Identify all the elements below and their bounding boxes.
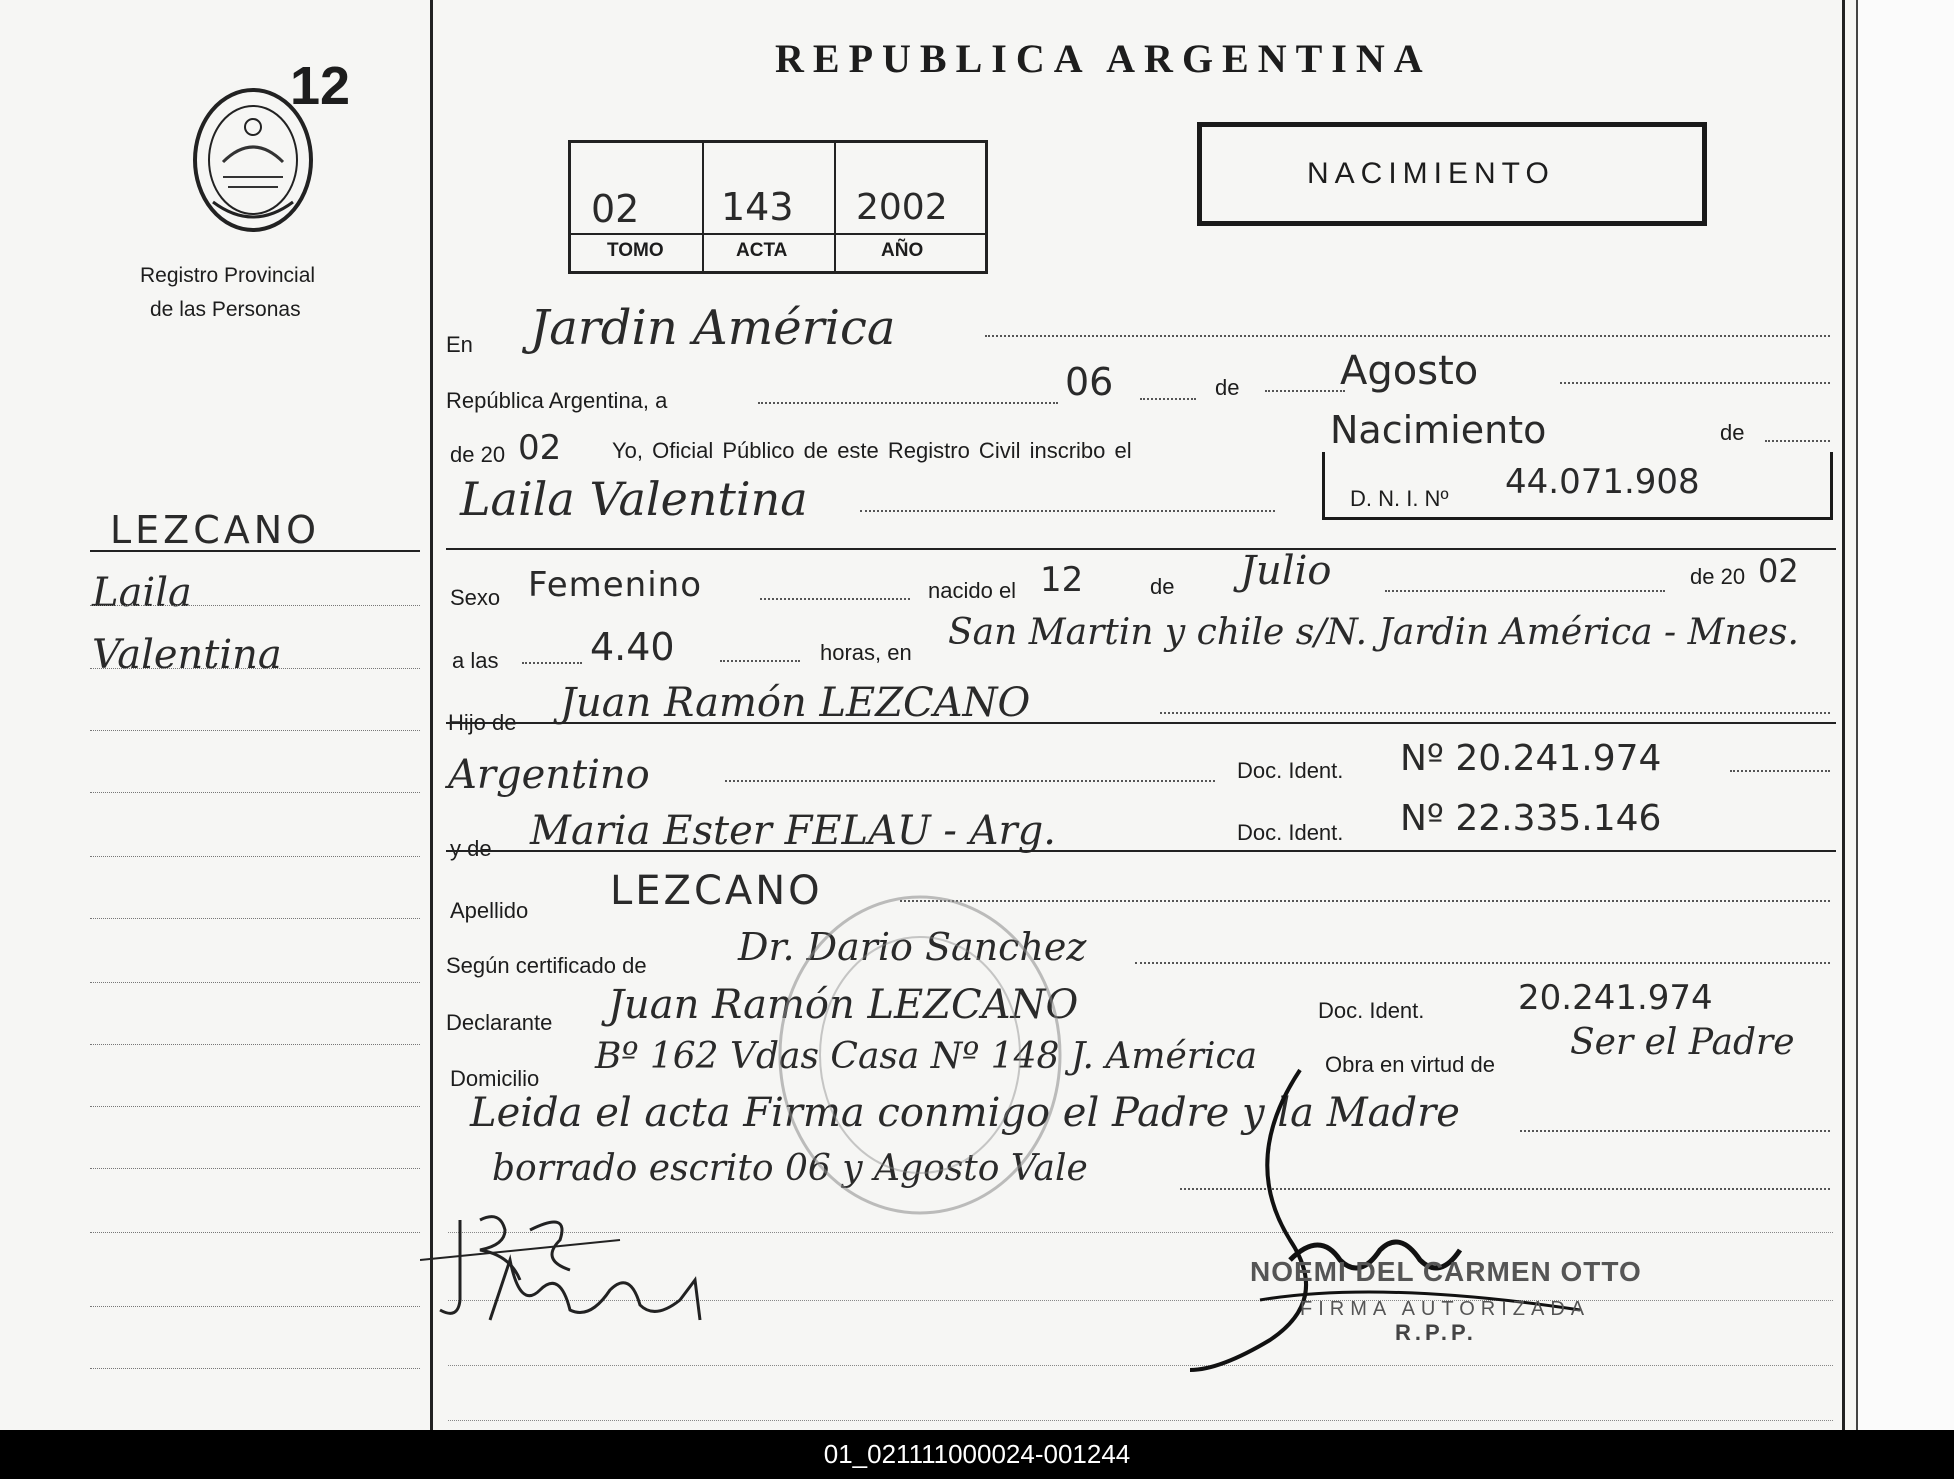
father-doc-label: Doc. Ident. — [1237, 758, 1344, 783]
day-line-post — [1140, 398, 1196, 400]
document-code-footer: 01_021111000024-001244 — [0, 1430, 1954, 1479]
remarks-line-1: Leida el acta Firma conmigo el Padre y la Madre — [470, 1090, 1460, 1136]
place-value: Jardin América — [530, 300, 896, 356]
a-las-label: a las — [452, 648, 499, 673]
mother-line-solid — [446, 850, 1836, 852]
margin-ledger-line — [90, 605, 420, 606]
ruled-line — [448, 1420, 1833, 1421]
margin-ledger-line — [90, 1232, 420, 1233]
domicilio-label: Domicilio — [450, 1066, 540, 1091]
record-reference-table — [568, 140, 988, 274]
dni-label: D. N. I. Nº — [1350, 486, 1449, 511]
margin-ledger-line — [90, 730, 420, 731]
act-type-line — [1765, 440, 1830, 442]
father-name-line — [1160, 712, 1830, 714]
acta-value: 143 — [721, 185, 794, 229]
horas-label: horas, en — [820, 640, 912, 665]
en-label: En — [446, 332, 473, 357]
declarante-label: Declarante — [446, 1010, 553, 1035]
mother-doc-value: Nº 22.335.146 — [1400, 798, 1662, 839]
record-type-box — [1197, 122, 1707, 226]
de-label-3: de — [1150, 574, 1175, 599]
margin-ledger-line — [90, 918, 420, 919]
month-line-pre — [1265, 390, 1345, 392]
official-statement: Yo, Oficial Público de este Registro Civil inscribo el — [612, 438, 1132, 463]
sexo-value: Femenino — [528, 565, 702, 605]
margin-ledger-line — [90, 1106, 420, 1107]
margin-surname: LEZCANO — [110, 508, 321, 552]
father-nationality-line — [725, 780, 1215, 782]
registration-month: Agosto — [1340, 348, 1479, 394]
birth-month: Julio — [1240, 548, 1332, 594]
registry-name-line1: Registro Provincial — [140, 264, 316, 287]
official-title-stamp: FIRMA AUTORIZADA — [1300, 1298, 1591, 1320]
margin-ledger-line — [90, 1168, 420, 1169]
margin-given-name-1: Laila — [92, 570, 192, 616]
day-line-pre — [758, 402, 1058, 404]
domicilio-value: Bº 162 Vdas Casa Nº 148 J. América — [595, 1036, 1258, 1077]
hora-line-pre — [522, 662, 582, 664]
declarante-name: Juan Ramón LEZCANO — [608, 982, 1079, 1028]
doctor-name: Dr. Dario Sanchez — [738, 925, 1087, 969]
margin-ledger-line — [90, 668, 420, 669]
child-name: Laila Valentina — [460, 472, 808, 526]
page-number: 12 — [290, 56, 351, 116]
country-title: REPUBLICA ARGENTINA — [775, 36, 1432, 81]
birth-year-suffix: 02 — [1758, 552, 1799, 590]
obra-label: Obra en virtud de — [1325, 1052, 1495, 1077]
declarante-doc-label: Doc. Ident. — [1318, 998, 1425, 1023]
outer-edge-line — [1856, 0, 1858, 1430]
sexo-label: Sexo — [450, 585, 501, 610]
official-round-stamp — [770, 890, 1070, 1220]
hora-line — [720, 660, 800, 662]
birth-month-line — [1385, 590, 1665, 592]
apellido-label: Apellido — [450, 898, 529, 923]
official-name-stamp: NOEMI DEL CARMEN OTTO — [1250, 1256, 1642, 1287]
birth-day: 12 — [1040, 560, 1084, 600]
anio-value: 2002 — [856, 187, 948, 228]
father-nationality: Argentino — [448, 752, 650, 798]
father-name: Juan Ramón LEZCANO — [560, 680, 1031, 726]
page-edge — [1858, 0, 1954, 1430]
apellido-value: LEZCANO — [610, 868, 823, 914]
declarante-doc-value: 20.241.974 — [1518, 978, 1713, 1018]
place-line — [985, 335, 1830, 337]
birth-year-prefix: de 20 — [1690, 564, 1746, 589]
hijo-label: Hijo de — [448, 710, 517, 735]
month-line — [1560, 382, 1830, 384]
mother-name: Maria Ester FELAU - Arg. — [530, 808, 1056, 854]
right-frame-border — [1842, 0, 1845, 1430]
birth-hour: 4.40 — [590, 625, 675, 669]
margin-ledger-line — [90, 1368, 420, 1369]
child-name-line — [860, 510, 1275, 512]
margin-ledger-line — [90, 1044, 420, 1045]
father-line-solid — [446, 722, 1836, 724]
ruled-line — [448, 1365, 1833, 1366]
dni-value: 44.071.908 — [1505, 462, 1700, 502]
registry-name-line2: de las Personas — [150, 298, 301, 321]
segun-label: Según certificado de — [446, 953, 647, 978]
act-type-value: Nacimiento — [1330, 408, 1547, 452]
father-doc-line — [1730, 770, 1830, 772]
acta-label: ACTA — [736, 240, 788, 261]
de-label: de — [1215, 375, 1240, 400]
official-unit-stamp: R.P.P. — [1395, 1320, 1477, 1345]
father-doc-value: Nº 20.241.974 — [1400, 738, 1662, 779]
remarks-line-2: borrado escrito 06 y Agosto Vale — [492, 1148, 1088, 1189]
record-type-label: NACIMIENTO — [1307, 157, 1555, 190]
margin-given-name-2: Valentina — [92, 632, 282, 678]
section-divider-1 — [446, 548, 1836, 550]
margin-surname-underline — [90, 550, 420, 552]
registration-year-suffix: 02 — [518, 428, 562, 468]
signature-official — [1180, 1040, 1600, 1380]
birth-place: San Martin y chile s/N. Jardin América - Mnes. — [948, 612, 1799, 653]
registration-day: 06 — [1065, 360, 1114, 404]
yde-label: y de — [450, 836, 492, 861]
republica-label: República Argentina, a — [446, 388, 668, 413]
doctor-line — [1135, 962, 1830, 964]
de-label-2: de — [1720, 420, 1745, 445]
tomo-label: TOMO — [607, 240, 664, 261]
margin-ledger-line — [90, 1306, 420, 1307]
signature-mother — [480, 1250, 720, 1330]
margin-ledger-line — [90, 792, 420, 793]
year-prefix: de 20 — [450, 442, 506, 467]
mother-doc-label: Doc. Ident. — [1237, 820, 1344, 845]
margin-ledger-line — [90, 982, 420, 983]
obra-value: Ser el Padre — [1570, 1022, 1795, 1063]
nacido-label: nacido el — [928, 578, 1017, 603]
sexo-line — [760, 598, 910, 600]
margin-ledger-line — [90, 856, 420, 857]
anio-label: AÑO — [881, 240, 924, 261]
tomo-value: 02 — [591, 187, 640, 231]
